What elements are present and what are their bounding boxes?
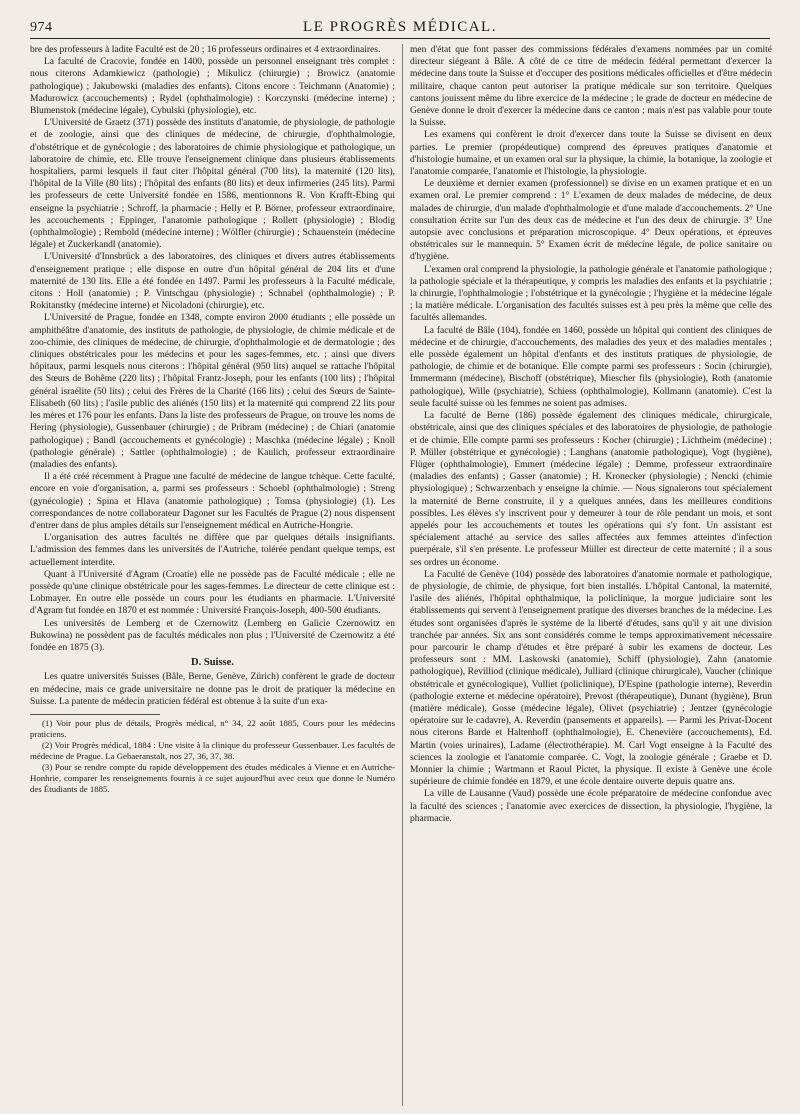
paragraph: La faculté de Bâle (104), fondée en 1460, possède un hôpital qui contient des cliniques de médecine et de chirurgie, d'accouchements, des maladies des yeux et des maladies mentales ; elle possède également un hôpital d'enfants et des instituts pratiques de physiologie, de pathologie, de chimie et de botanique. Elle compte parmi ses professeurs : Socin (chirurgie), Immermann (médecine), Bischoff (obstétrique), Miescher fils (physiologie), Roth (anatomie pathologique), Wille (psychiatrie), Schiess (ophthalmologie), Kollmann (anatomie). C'est la seule faculté suisse où les femmes ne soient pas admises.: [410, 325, 772, 409]
right-column: [410, 44, 772, 1106]
left-paragraphs: [30, 44, 395, 654]
footnote-list: [30, 717, 395, 795]
footnotes: [30, 714, 395, 795]
paragraph: men d'état que font passer des commissions fédérales d'examens nommées par un comité directeur siégeant à Bâle. A côté de ce titre de médecin fédéral permettant d'exercer la médecine dans toute la Suisse et d'occuper des positions médicales officielles et d'être médecin militaire, chaque canton peut autoriser la pratique médicale sur son territoire. Quelques cantons jouissent même du libre exercice de la médecine ; le grade de docteur en médecine de Genève donne le droit d'exercer la médecine dans ce canton ; mais n'est pas valable pour toute la Suisse.: [410, 45, 772, 129]
paragraph: Les universités de Lemberg et de Czernowitz (Lemberg en Galicie Czernowitz en Bukowina) ne possèdent pas de facultés médicales non plus ; l'Université de Czernowitz a été fondée en 1875 (3).: [30, 618, 395, 653]
footnote: (1) Voir pour plus de détails, Progrès médical, n° 34, 22 août 1885, Cours pour les médecins praticiens.: [30, 717, 395, 739]
paragraph: L'examen oral comprend la physiologie, la pathologie générale et l'anatomie pathologique ; la pathologie spéciale et la thérapeutique, y compris les maladies des enfants et la psychiatrie ; la chirurgie, l'ophthalmologie ; l'obstétrique et la gynécologie ; l'hygiène et la médecine légale ; la matière médicale. L'organisation des facultés suisses est à peu près la même que celle des facultés allemandes.: [410, 264, 772, 324]
section-heading: D. Suisse.: [191, 657, 234, 669]
section-paragraph: Les quatre universités Suisses (Bâle, Berne, Genève, Zürich) confèrent le grade de docteur en médecine, mais ce grade universitaire ne donne pas le droit de pratiquer la médecine en Suisse. La patente de médecin praticien fédéral est obtenue à la suite d'un exa-: [30, 672, 395, 707]
paragraph: Il a été créé récemment à Prague une faculté de médecine de langue tchèque. Cette faculté, encore en voie d'organisation, a, parmi ses professeurs : Schoebl (ophthalmologie) ; Streng (gynécologie) ; Spina et Hlava (anatomie pathologique) ; Tomsa (physiologie) (1). Les correspondances de notre collaborateur Dagonet sur les Facultés de Prague (2) nous dispensent d'entrer dans de plus amples détails sur l'enseignement médical en Autriche-Hongrie.: [30, 472, 395, 531]
left-column: [30, 44, 395, 1106]
journal-title: LE PROGRÈS MÉDICAL.: [303, 19, 497, 35]
page-number: 974: [30, 20, 53, 35]
paragraph: La faculté de Berne (186) possède également des cliniques médicale, chirurgicale, obstétricale, ainsi que des cliniques spéciales et des laboratoires de physiologie, de pathologie et de chimie. Elle compte parmi ses professeurs : Kocher (chirurgie) ; Lichtheim (médecine) ; P. Müller (obstétrique et gynécologie) ; Langhans (anatomie pathologique), Vogt (hygiène), Flüger (ophthalmologie), Emmert (médecine légale) ; Demme, professeur extraordinaire (maladies des enfants) ; Gasser (anatomie) ; H. Kronecker (physiologie) ; Nencki (chimie physiologique) ; Schwarzenbach y enseigne la chimie. — Nous signalerons tout spécialement la maternité de Berne construite, il y a quelques années, dans les meilleures conditions possibles. Les élèves s'y inscrivent pour y demeurer à tour de rôle pendant un mois, et sont appelés pour les accouchements et toutes les opérations qui s'y font. Un assistant est spécialement attaché au service des salles affectées aux femmes atteintes d'infection puerpérale, s'il s'en présente. Le professeur Müller est directeur de cette maternité ; il a sous ses ordres un économe.: [410, 411, 772, 568]
paragraph: bre des professeurs à ladite Faculté est de 20 ; 16 professeurs ordinaires et 4 extraordinaires.: [30, 45, 381, 55]
footnote: (3) Pour se rendre compte du rapide développement des études médicales à Vienne et en Autriche-Honhrie, comparer les renseignements fournis à ce sujet aujourd'hui avec ceux que donne le Numéro des Étudiants de 1885.: [30, 761, 395, 794]
paragraph: L'Université de Graetz (371) possède des instituts d'anatomie, de physiologie, de pathologie et de zoologie, ainsi que des cliniques de médecine, de chirurgie, d'ophthalmologie, d'obstétrique et de gynécologie ; des laboratoires de chimie physiologique et pathologique, un laboratoire de chimie, etc. Elle trouve l'enseignement clinique dans plusieurs établissements hospitaliers, parmi lesquels il faut citer l'hôpital général (700 lits), la maternité (120 lits), l'hôpital de la Ville (80 lits) ; l'hôpital des enfants (80 lits) et deux infirmeries (245 lits). Parmi les professeurs de cette Université fondée en 1586, mentionnons R. Von Krafft-Ebing qui enseigne la psychiatrie ; Schroff, la pharmacie ; Helly et P. Börner, professeur extraordinaire, les accouchements ; Eppinger, l'anatomie pathologique ; Rollett (physiologie) ; Blodig (ophthalmologie) ; Rembold (médecine interne) ; Wölfler (chirurgie) ; Schauenstein (médecine légale) et Zuckerkandl (anatomie).: [30, 118, 395, 251]
paragraph: La Faculté de Genève (104) possède des laboratoires d'anatomie normale et pathologique, de physiologie, de chimie, de physique, fort bien installés. L'hôpital Cantonal, la maternité, l'asile des aliénés, l'hôpital ophthalmique, la policlinique, la morgue judiciaire sont les établissements qui servent à l'enseignement pratique des diverses branches de la médecine. Les études sont organisées d'après le système de la liberté d'études, sans qu'il y ait une division tranchée par années. Six ans sont considérés comme le temps approximativement nécessaire pour parcourir le champ d'études et être préparé à subir les examens de docteur. Les professeurs sont : MM. Laskowski (anatomie), Schiff (physiologie), Zahn (anatomie pathologique), Revilliod (clinique médicale), Julliard (clinique chirurgicale), Vaucher (clinique obstétricale et gynécologique), Vulliet (policlinique), D'Espine (pathologie interne), Reverdin (pathologie externe et médecine opératoire), Prevost (thérapeutique), Dunant (hygiène), Brun (matière médicale), Gosse (médecine légale), Olivet (psychiatrie) ; Jentzer (gynécologie opératoire sur le cadavre), A. Reverdin (pansements et appareils). — Parmi les Privat-Docent nous citerons Barde et Haltenhoff (ophthalmologie), E. Chenevière (accouchements), Ed. Martin (voies urinaires), Ladame (électrothérapie). M. Carl Vogt enseigne à la Faculté des sciences la zoologie et l'anatomie comparée. C. Vogt, la zoologie générale ; Graebe et D. Monnier la chimie ; Wartmann et Raoul Pictet, la physique. Il existe à Genève une école supérieure de chimie fondée en 1879, et une école dentaire ouverte depuis quatre ans.: [410, 569, 772, 788]
paragraph: L'Université de Prague, fondée en 1348, compte environ 2000 étudiants ; elle possède un amphithéâtre d'anatomie, des instituts de pathologie, de physiologie, de chimie médicale et de zoo-chimie, des cliniques de médecine, de chirurgie, d'ophthalmologie et de dermatologie ; des cliniques obstétricales pour les médecins et pour les sages-femmes, etc. ; ainsi que divers hôpitaux, parmi lesquels nous citerons : l'hôpital général (950 lits) auquel se rattache l'hôpital des Sœurs de Bohême (220 lits) ; l'hôpital Frantz-Joseph, pour les enfants (100 lits) ; l'hôpital général israélite (50 lits) ; celui des Frères de la Charité (166 lits) ; celui des Sœurs de Sainte-Elisabeth (60 lits) ; l'asile public des aliénés (150 lits) et la maternité qui comprend 22 lits pour les mères et 176 pour les enfants. Dans la liste des professeurs de Prague, on trouve les noms de Hering (physiologie), Gussenbauer (chirurgie) ; de Pribram (médecine) ; de Chiari (anatomie pathologique) ; Bandl (accouchements et gynécologie) ; Maschka (médecine légale) ; Knoll (pathologie générale) ; Sattler (ophthalmologie) ; de Kaulich, professeur extraordinaire (maladies des enfants).: [30, 313, 395, 470]
paragraph: Quant à l'Université d'Agram (Croatie) elle ne possède pas de Faculté médicale ; elle ne possède qu'une clinique obstétricale pour les sages-femmes. Le directeur de cette clinique est : Lobmayer. En outre elle possède un cours pour les étudiants en pharmacie. L'Université d'Agram fut fondée en 1870 et est nommée : Université François-Joseph, 400-500 étudiants.: [30, 569, 395, 617]
footnote: (2) Voir Progrès médical, 1884 : Une visite à la clinique du professeur Gussenbauer. Les facultés de médecine de Prague. La Gebaeranstalt, nos 27, 36, 37, 38.: [30, 739, 395, 761]
paragraph: La ville de Lausanne (Vaud) possède une école préparatoire de médecine confondue avec la faculté des sciences ; l'anatomie avec exercices de dissection, la physiologie, l'hygiène, la pharmacie.: [410, 789, 772, 824]
paragraph: L'Université d'Innsbrück a des laboratoires, des cliniques et divers autres établissements d'enseignement pratique ; elle dispose en outre d'un hôpital général de 204 lits et d'une maternité de 130 lits. Elle a été fondée en 1497. Parmi les professeurs à la Faculté médicale, citons : Holl (anatomie) ; P. Vintschgau (physiologie) ; Schnabel (ophthalmologie) ; P. Rokitanstky (médecine interne) et Nicoladoni (chirurgie), etc.: [30, 252, 395, 312]
column-divider: [402, 44, 403, 1106]
running-header: [30, 12, 770, 39]
paragraph: La faculté de Cracovie, fondée en 1400, possède un personnel enseignant très complet : nous citerons Adamkiewicz (pathologie) ; Mikulicz (chirurgie) ; Browicz (anatomie pathologique) ; Jakubowski (maladies des enfants). Citons encore : Teichmann (Anatomie) ; Madurowicz (accouchements) ; Rydel (ophthalmologie) : Korczynski (médecine interne) ; Blumenstok (médecine légale), Cybulski (physiologie), etc.: [30, 57, 395, 117]
paragraph: L'organisation des autres facultés ne diffère que par quelques détails insignifiants. L'admission des femmes dans les universités de l'Autriche, tolérée pendant quelque temps, est actuellement interdite.: [30, 533, 395, 568]
right-paragraphs: [410, 44, 772, 825]
paragraph: Les examens qui confèrent le droit d'exercer dans toute la Suisse se divisent en deux parties. Le premier (propédeutique) comprend des épreuves pratiques d'anatomie et d'histologie humaine, et un examen oral sur la physique, la chimie, la botanique, la zoologie et l'anatomie comparée, l'anatomie et l'histologie, la physiologie.: [410, 130, 772, 178]
paragraph: Le deuxième et dernier examen (professionnel) se divise en un examen pratique et en un examen oral. Le premier comprend : 1° L'examen de deux malades de médecine, de deux malades de chirurgie, d'un malade d'ophthalmologie et d'une malade d'accouchements. 2° Une consultation écrite sur l'un des deux cas de médecine et l'un des deux de chirurgie. 3° Une autopsie avec conclusions et préparation microscopique. 4° Deux opérations, et épreuves obstétricales sur le mannequin. 5° Examen écrit de médecine légale, de police sanitaire ou d'hygiène.: [410, 179, 772, 263]
